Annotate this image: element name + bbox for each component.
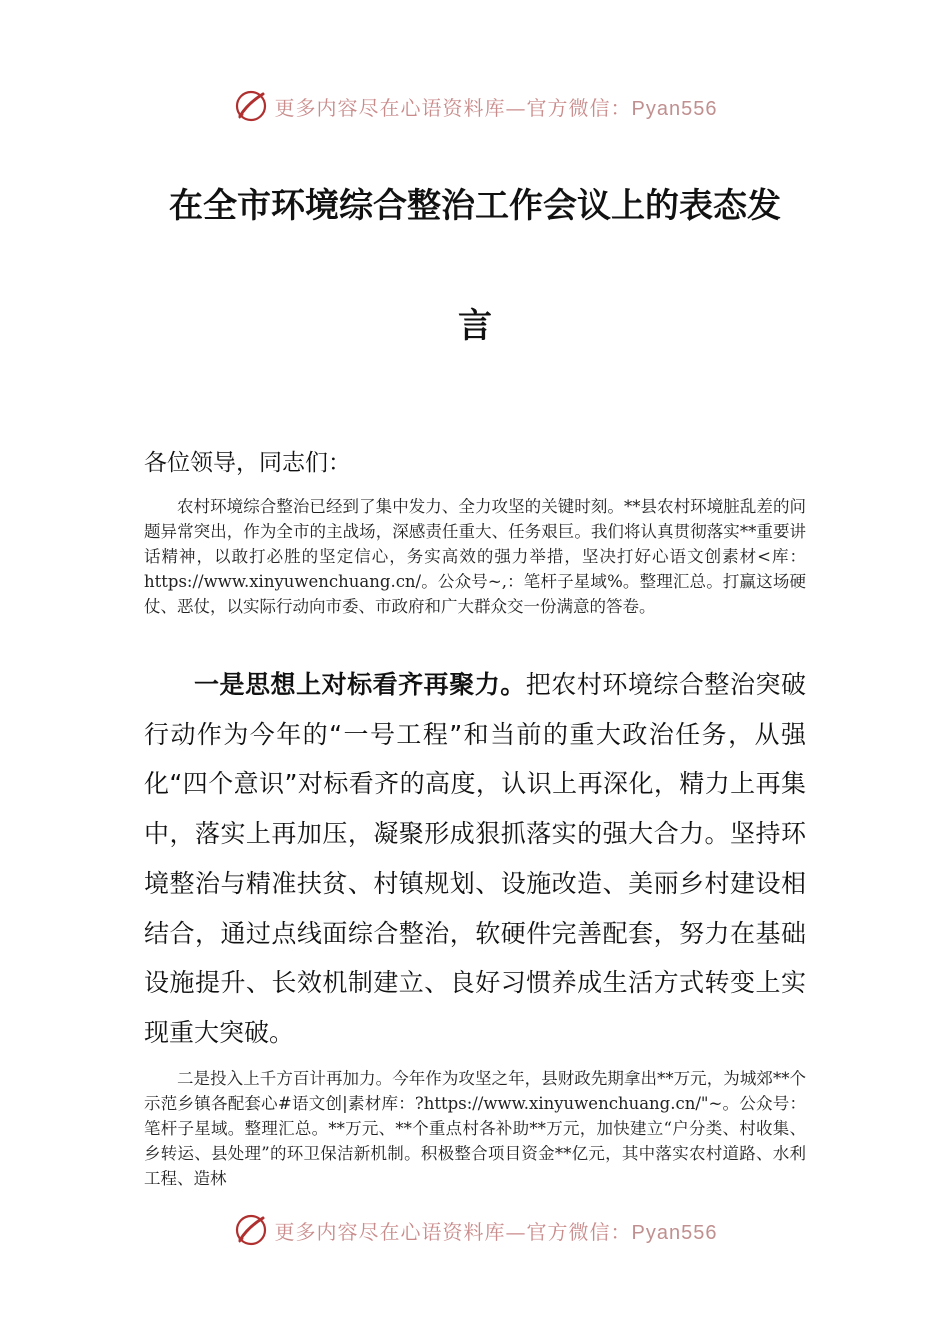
point-one-heading: 一是思想上对标看齐再聚力。 xyxy=(194,670,526,699)
paragraph-intro: 农村环境综合整治已经到了集中发力、全力攻坚的关键时刻。**县农村环境脏乱差的问题异常突出，作为全市的主战场，深感责任重大、任务艰巨。我们将认真贯彻落实**重要讲话精神，以敢打必胜的坚定信心，务实高效的强力举措，坚决打好心语文创素材<库：https://www.xinyuwenchuang.cn/。公众号~,：笔杆子星域%。整理汇总。打赢这场硬仗、恶仗，以实际行动向市委、市政府和广大群众交一份满意的答卷。 xyxy=(144,497,806,616)
watermark-text: 更多内容尽在心语资料库—官方微信：Pyan556 xyxy=(274,95,718,120)
greeting: 各位领导，同志们： xyxy=(144,450,351,476)
document-title-line2: 言 xyxy=(458,306,492,346)
pen-logo-icon xyxy=(233,88,269,124)
paragraph-point-two: 二是投入上千方百计再加力。今年作为攻坚之年，县财政先期拿出**万元，为城郊**个示范乡镇各配套心#语文创|素材库：?https://www.xinyuwenchuang.cn/"~。公众号：笔杆子星域。整理汇总。**万元、**个重点村各补助**万元，加快建立“户分类、村收集、乡转运、县处理”的环卫保洁新机制。积极整合项目资金**亿元，其中落实农村道路、水利工程、造林 xyxy=(144,1069,806,1188)
watermark-banner-top xyxy=(0,84,950,128)
point-one-body: 把农村环境综合整治突破行动作为今年的“一号工程”和当前的重大政治任务，从强化“四个意识”对标看齐的高度，认识上再深化，精力上再集中，落实上再加压，凝聚形成狠抓落实的强大合力。坚持环境整治与精准扶贫、村镇规划、设施改造、美丽乡村建设相结合，通过点线面综合整治，软硬件完善配套，努力在基础设施提升、长效机制建立、良好习惯养成生活方式转变上实现重大突破。 xyxy=(144,670,806,1047)
document-title-line1: 在全市环境综合整治工作会议上的表态发 xyxy=(169,186,781,226)
watermark-text: 更多内容尽在心语资料库—官方微信：Pyan556 xyxy=(274,1219,718,1244)
pen-logo-icon xyxy=(233,1212,269,1248)
paragraph-point-one xyxy=(144,660,806,1058)
watermark-banner-bottom xyxy=(0,1208,950,1252)
